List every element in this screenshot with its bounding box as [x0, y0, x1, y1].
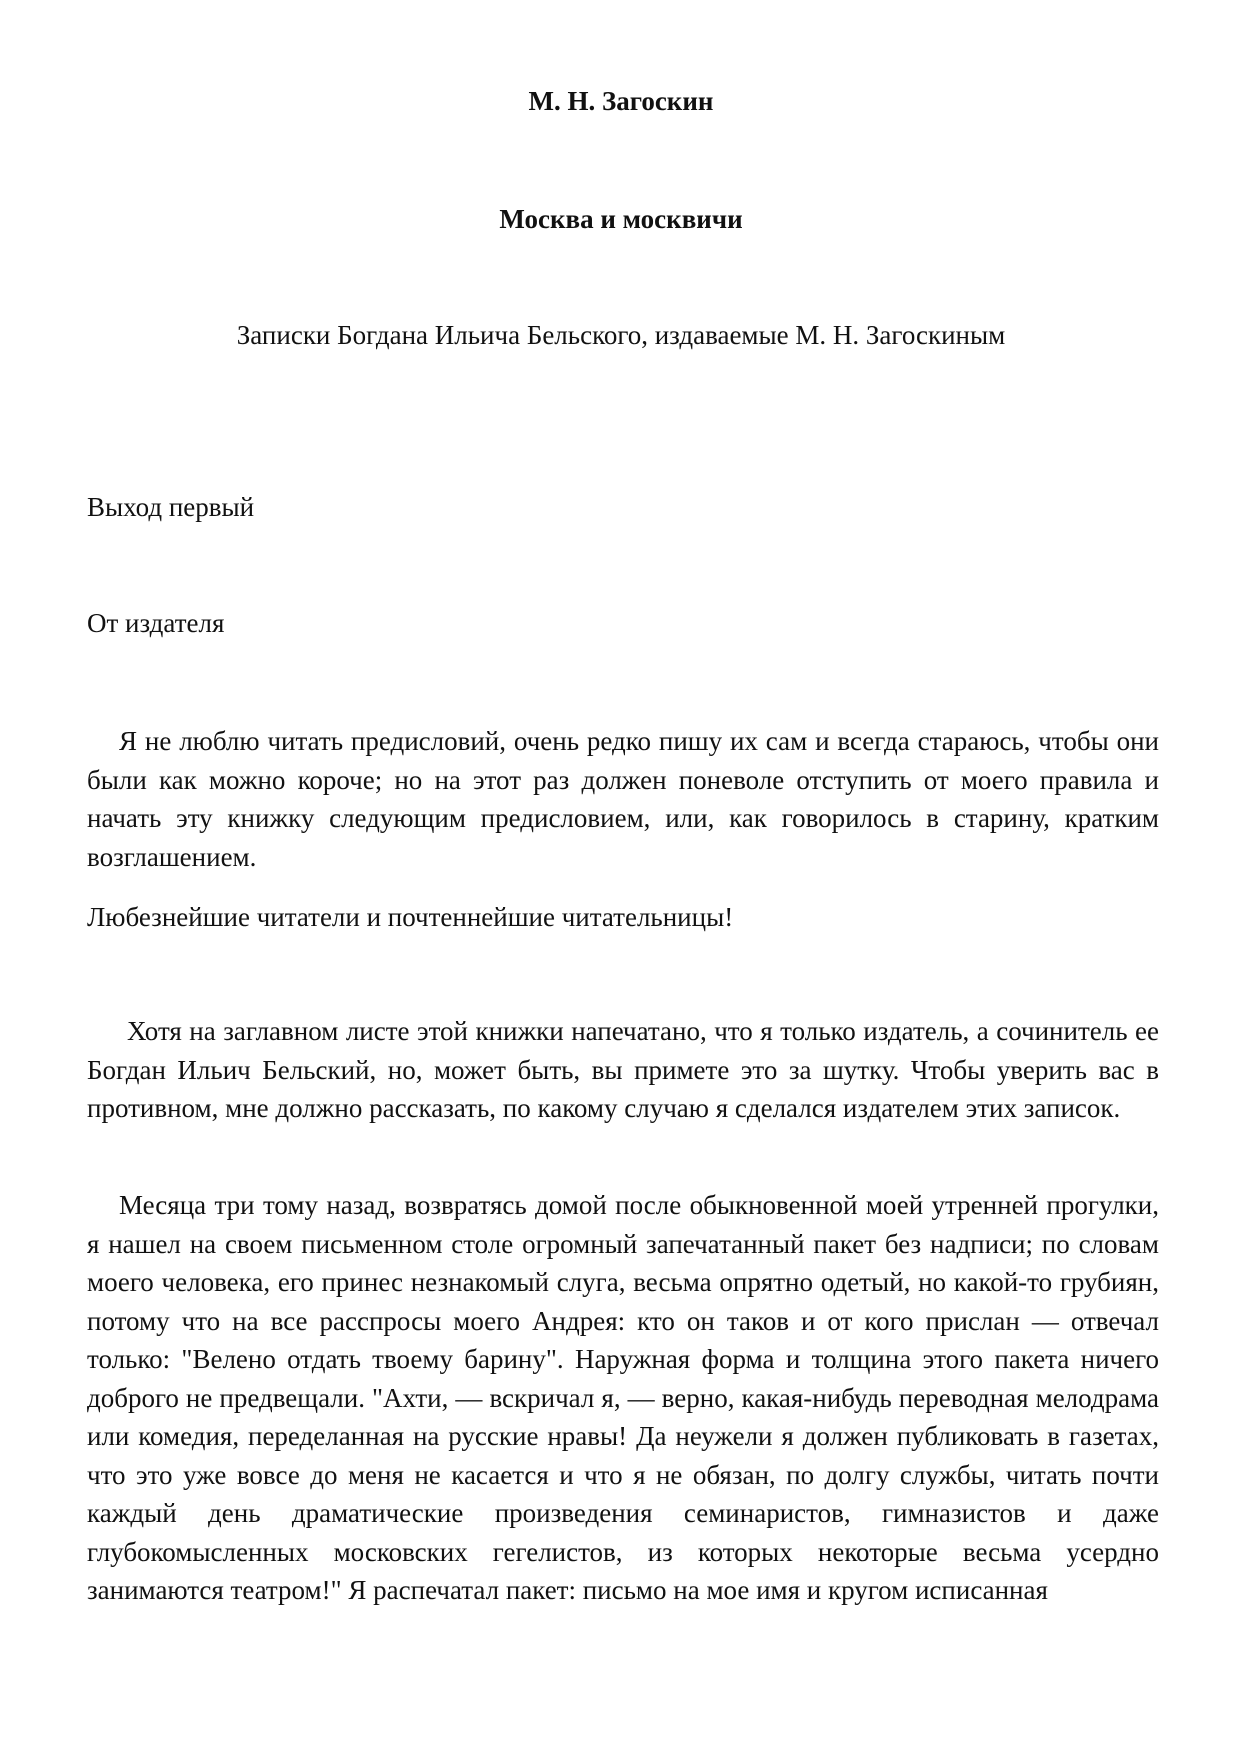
part-heading: Выход первый [87, 492, 255, 522]
paragraph-publisher-note: Хотя на заглавном листе этой книжки напечатано, что я только издатель, а сочинитель ее Богдан Ильич Бельский, но, может быть, вы примете это за шутку. Чтобы уверить вас в противном, мне должно рассказать, по какому случаю я сделался издателем этих записок. [87, 1016, 1159, 1123]
book-subtitle: Записки Богдана Ильича Бельского, издаваемые М. Н. Загоскиным [236, 320, 1006, 350]
book-title: Москва и москвичи [499, 204, 743, 234]
paragraph-preface: Я не люблю читать предисловий, очень редко пишу их сам и всегда стараюсь, чтобы они были как можно короче; но на этот раз должен поневоле отступить от моего правила и начать эту книжку следующим предисловием, или, как говорилось в старину, кратким возглашением. [87, 726, 1159, 872]
paragraph-story: Месяца три тому назад, возвратясь домой после обыкновенной моей утренней прогулки, я нашел на своем письменном столе огромный запечатанный пакет без надписи; по словам моего человека, его принес незнакомый слуга, весьма опрятно одетый, но какой-то грубиян, потому что на все расспросы моего Андрея: кто он таков и от кого прислан — отвечал только: "Велено отдать твоему барину". Наружная форма и толщина этого пакета ничего доброго не предвещали. "Ахти, — вскричал я, — верно, какая-нибудь переводная мелодрама или комедия, переделанная на русские нравы! Да неужели я должен публиковать в газетах, что это уже вовсе до меня не касается и что я не обязан, по долгу службы, читать почти каждый день драматические произведения семинаристов, гимназистов и даже глубокомысленных московских гегелистов, из которых некоторые весьма усердно занимаются театром!" Я распечатал пакет: письмо на мое имя и кругом исписанная [87, 1190, 1159, 1605]
author-name: М. Н. Загоскин [528, 86, 714, 116]
preface-heading: От издателя [87, 608, 225, 638]
paragraph-greeting: Любезнейшие читатели и почтеннейшие читательницы! [87, 902, 734, 932]
